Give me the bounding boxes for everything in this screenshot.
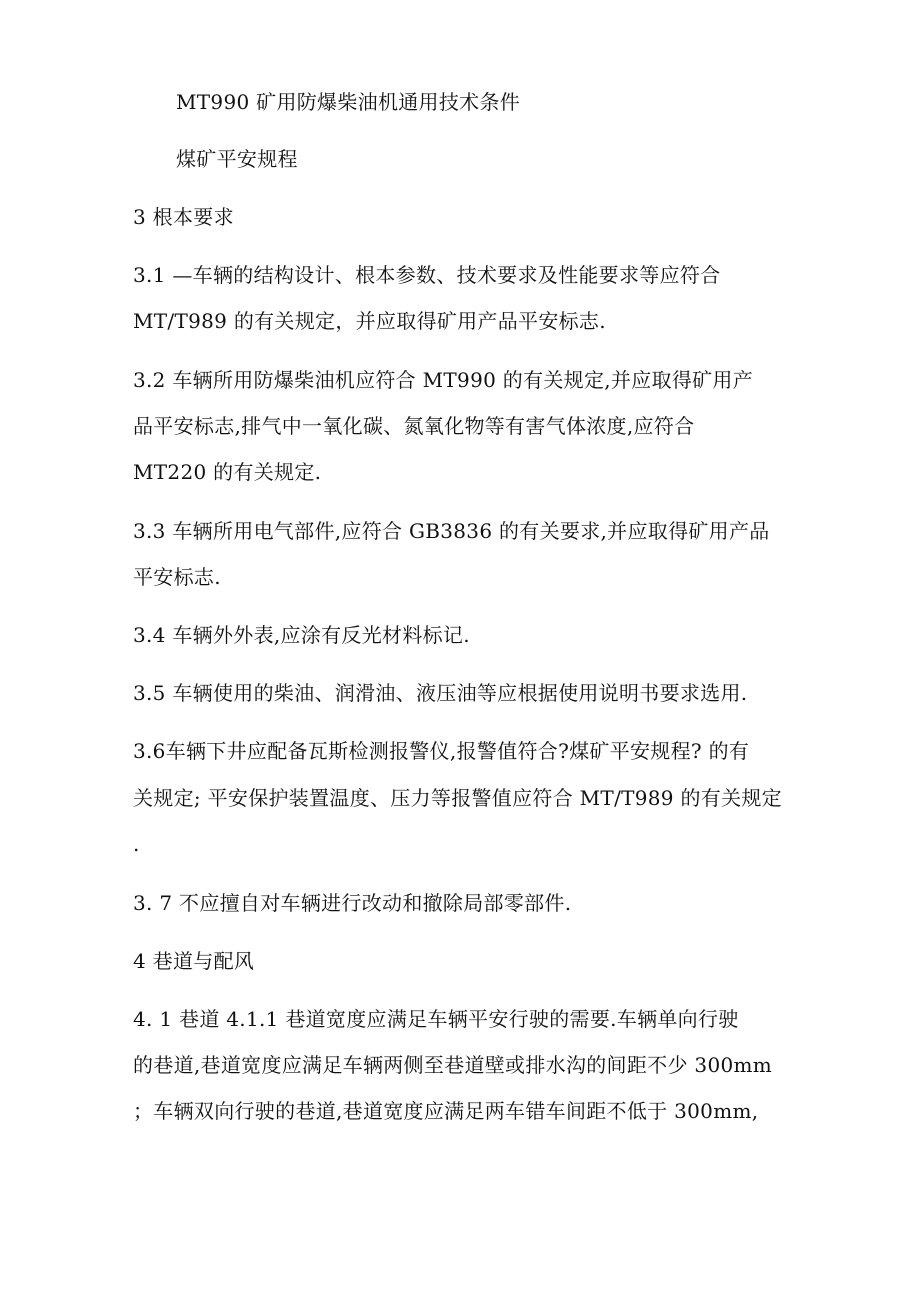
clause-3-2-line-3: MT220 的有关规定. [133,460,322,484]
clause-3-6-line-3: . [133,832,140,856]
reference-coal-mine-safety-rules: 煤矿平安规程 [176,147,298,171]
clause-3-3-line-1: 3.3 车辆所用电气部件,应符合 GB3836 的有关要求,并应取得矿用产品 [133,519,770,543]
clause-4-1-line-1: 4. 1 巷道 4.1.1 巷道宽度应满足车辆平安行驶的需要.车辆单向行驶 [133,1007,739,1031]
clause-3-6-line-1: 3.6车辆下井应配备瓦斯检测报警仪,报警值符合?煤矿平安规程? 的有 [133,739,750,763]
clause-3-1-line-1: 3.1 —车辆的结构设计、根本参数、技术要求及性能要求等应符合 [133,263,721,287]
clause-4-1-line-2: 的巷道,巷道宽度应满足车辆两侧至巷道壁或排水沟的间距不少 300mm [133,1053,773,1077]
clause-4-1-line-3: ；车辆双向行驶的巷道,巷道宽度应满足两车错车间距不低于 300mm, [133,1099,759,1123]
reference-standard-mt990: MT990 矿用防爆柴油机通用技术条件 [176,90,521,114]
clause-3-3-line-2: 平安标志. [133,565,221,589]
clause-3-1-line-2: MT/T989 的有关规定，并应取得矿用产品平安标志. [133,309,606,333]
clause-3-4: 3.4 车辆外外表,应涂有反光材料标记. [133,623,470,647]
clause-3-6-line-2: 关规定; 平安保护装置温度、压力等报警值应符合 MT/T989 的有关规定 [133,786,782,810]
clause-3-5: 3.5 车辆使用的柴油、润滑油、液压油等应根据使用说明书要求选用. [133,681,748,705]
section-4-heading: 4 巷道与配风 [133,949,255,973]
clause-3-7: 3. 7 不应擅自对车辆进行改动和撤除局部零部件. [133,891,572,915]
section-3-heading: 3 根本要求 [133,205,234,229]
clause-3-2-line-2: 品平安标志,排气中一氧化碳、氮氧化物等有害气体浓度,应符合 [133,414,695,438]
clause-3-2-line-1: 3.2 车辆所用防爆柴油机应符合 MT990 的有关规定,并应取得矿用产 [133,368,754,392]
